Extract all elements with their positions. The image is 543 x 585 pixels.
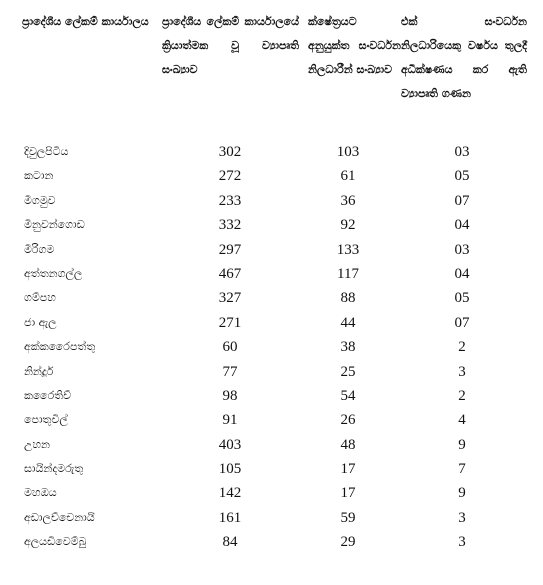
table-row [0,408,543,432]
header-projects-per-officer: එක් සංවර්ධන නිලධාරියෙකු වර්ෂය තුලදී අධීක්ෂණය කර ඇති ව්‍යාපෘති ගණන [401,15,527,100]
table-row [0,457,543,481]
table-row [0,262,543,286]
projects-count: 467 [218,265,242,282]
table-row [0,286,543,310]
table-row [0,189,543,213]
header-officers: ක්ෂේත්‍රයට අනුයුක්ත සංවර්ධන නිලධාරීන් සංඛ්‍යාව [308,15,401,76]
projects-per-officer: 04 [454,265,470,282]
office-name: දිවුලපිටිය [24,145,69,158]
projects-count: 98 [222,387,238,404]
officers-count: 61 [340,168,356,185]
office-name: පොතුවිල් [24,413,68,427]
officers-count: 25 [340,363,356,380]
office-name: සායින්දමරුතු [24,462,84,476]
projects-per-officer: 07 [454,192,470,209]
projects-count: 327 [218,290,242,307]
projects-per-officer: 07 [454,314,470,331]
table-body [0,140,543,555]
projects-per-officer: 3 [458,534,466,551]
projects-per-officer: 2 [458,339,466,356]
table-row [0,311,543,335]
officers-count: 36 [340,192,356,209]
projects-count: 142 [218,485,242,502]
officers-count: 92 [340,217,356,234]
officers-count: 103 [336,144,360,160]
office-name: මීරිගම [24,242,55,256]
table-row [0,164,543,188]
projects-count: 332 [218,217,242,234]
officers-count: 59 [340,509,356,526]
table-row [0,335,543,359]
table-row [0,530,543,554]
projects-count: 302 [218,144,242,160]
office-name: නින්දූර් [24,364,54,378]
table-row [0,360,543,384]
officers-count: 133 [336,241,360,258]
projects-per-officer: 9 [458,485,466,502]
officers-count: 54 [340,387,356,404]
office-name: කටාන [24,169,54,183]
projects-per-officer: 03 [454,144,470,160]
table-row [0,238,543,262]
projects-count: 91 [222,412,238,429]
table-row [0,140,543,164]
office-name: මීගමුව [24,193,56,207]
officers-count: 17 [340,485,356,502]
header-office: ප්‍රාදේශීය ලේකම් කාර්යාලය [22,15,149,28]
projects-count: 297 [218,241,242,258]
office-name: උහන [24,437,50,451]
header-projects: ප්‍රාදේශීය ලේකම් කාර්යාලයේ ක්‍රියාත්මක වූ ව්‍යාපෘති සංඛ්‍යාව [162,15,299,76]
office-name: මිනුවන්ගොඩ [24,218,85,232]
projects-count: 161 [218,509,242,526]
projects-per-officer: 05 [454,290,470,307]
projects-count: 271 [218,314,242,331]
projects-per-officer: 9 [458,436,466,453]
office-name: අත්තනගල්ල [24,266,83,280]
projects-count: 84 [222,534,238,551]
table-header [0,0,543,140]
table-row [0,433,543,457]
projects-count: 272 [218,168,242,185]
projects-per-officer: 2 [458,387,466,404]
officers-count: 48 [340,436,356,453]
projects-per-officer: 04 [454,217,470,234]
projects-count: 403 [218,436,242,453]
projects-count: 60 [222,339,238,356]
projects-count: 105 [218,461,242,478]
office-name: ගම්පහ [24,291,56,305]
table-row [0,506,543,530]
officers-count: 38 [340,339,356,356]
office-name: අක්කරෛපත්තු [24,340,96,354]
officers-count: 88 [340,290,356,307]
table-row [0,384,543,408]
office-name: මහඔය [24,486,57,500]
office-name: ජා ඇල [24,315,57,329]
officers-count: 26 [340,412,356,429]
officers-count: 44 [340,314,356,331]
office-name: අඩාලච්චෙනායි [24,510,95,524]
projects-per-officer: 03 [454,241,470,258]
office-name: අලයඩිවෙම්බු [24,535,87,549]
projects-per-officer: 4 [458,412,466,429]
table-row [0,213,543,237]
officers-count: 17 [340,461,356,478]
projects-per-officer: 7 [458,461,466,478]
officers-count: 117 [337,265,359,282]
projects-per-officer: 3 [458,363,466,380]
projects-count: 233 [218,192,242,209]
projects-per-officer: 3 [458,509,466,526]
office-name: කරෛතිව් [24,388,72,402]
projects-per-officer: 05 [454,168,470,185]
projects-count: 77 [222,363,238,380]
officers-count: 29 [340,534,356,551]
table-row [0,481,543,505]
